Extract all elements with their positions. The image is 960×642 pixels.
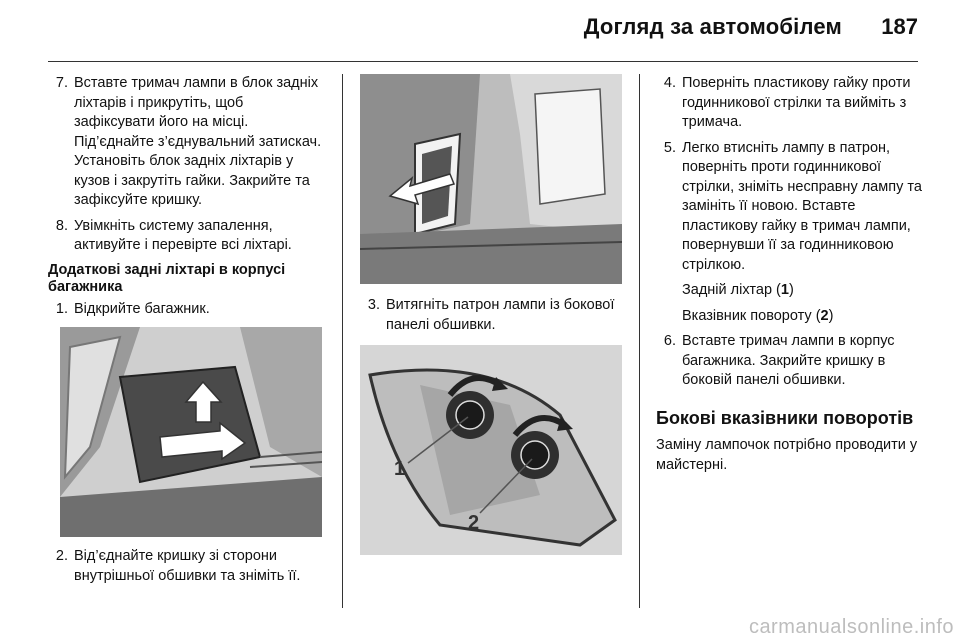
step-text: Поверніть пластикову гайку проти годинникової стрілки та вийміть з тримача. xyxy=(682,75,911,130)
step-number: 4. xyxy=(663,75,676,91)
step-text: Легко втисніть лампу в патрон, поверніть проти годинникової стрілки, зніміть несправну лампу та замініть її новою. Вставте пластикову гайку в тримач лампи, повернувши її за годинниковою стрілкою. xyxy=(682,139,922,273)
step-4 xyxy=(656,74,926,133)
step-8 xyxy=(48,217,328,256)
step-number: 7. xyxy=(55,75,68,91)
subheading-extra-tail-lights: Додаткові задні ліхтарі в корпусі багажника xyxy=(48,261,286,295)
section-title-side-indicators: Бокові вказівники поворотів xyxy=(656,407,914,428)
step-7 xyxy=(48,74,328,211)
legend-tail-light: Задній ліхтар (1) xyxy=(682,282,794,298)
step-text: Вставте тримач лампи в блок задніх ліхтарів і прикрутіть, щоб зафіксувати його на місці. Під’єднайте з’єднувальний затискач. Установіть блок задніх ліхтарів у кузов і закрутіть гайки. Закрийте та зафіксуйте кришку. xyxy=(74,75,322,208)
step-text: Відкрийте багажник. xyxy=(74,300,210,317)
step-3 xyxy=(360,296,624,335)
header-divider xyxy=(48,61,918,62)
figure-bulb-sockets xyxy=(360,345,622,555)
column-divider-right xyxy=(639,74,640,608)
step-number: 6. xyxy=(663,333,676,349)
column-middle xyxy=(360,74,624,555)
step-text: Від’єднайте кришку зі сторони внутрішньої обшивки та зніміть її. xyxy=(74,548,301,584)
page-title: Догляд за автомобілем xyxy=(583,14,842,39)
step-1 xyxy=(48,300,328,320)
step-number: 1. xyxy=(55,300,68,317)
column-divider-left xyxy=(342,74,343,608)
step-number: 2. xyxy=(55,548,68,564)
step-text: Увімкніть систему запалення, активуйте і перевірте всі ліхтарі. xyxy=(74,217,292,253)
callout-1: 1 xyxy=(394,458,406,480)
callout-2: 2 xyxy=(468,512,480,534)
legend-turn-signal: Вказівник повороту (2) xyxy=(682,307,834,324)
step-text: Вставте тримач лампи в корпус багажника. Закрийте кришку в боковій панелі обшивки. xyxy=(682,333,895,388)
page-number: 187 xyxy=(881,14,918,39)
figure-lamp-holder-removal xyxy=(360,74,622,284)
watermark: carmanualsonline.info xyxy=(748,616,954,638)
step-6 xyxy=(656,332,926,391)
step-number: 8. xyxy=(55,217,68,234)
step-number: 5. xyxy=(663,139,676,156)
column-right xyxy=(656,74,926,475)
step-2 xyxy=(48,547,328,586)
step-text: Витягніть патрон лампи із бокової панелі обшивки. xyxy=(386,297,615,333)
step-number: 3. xyxy=(367,297,380,313)
section-text: Заміну лампочок потрібно проводити у майстерні. xyxy=(656,437,918,473)
step-5 xyxy=(656,139,926,276)
column-left xyxy=(48,74,328,592)
figure-trunk-cover xyxy=(60,327,322,537)
